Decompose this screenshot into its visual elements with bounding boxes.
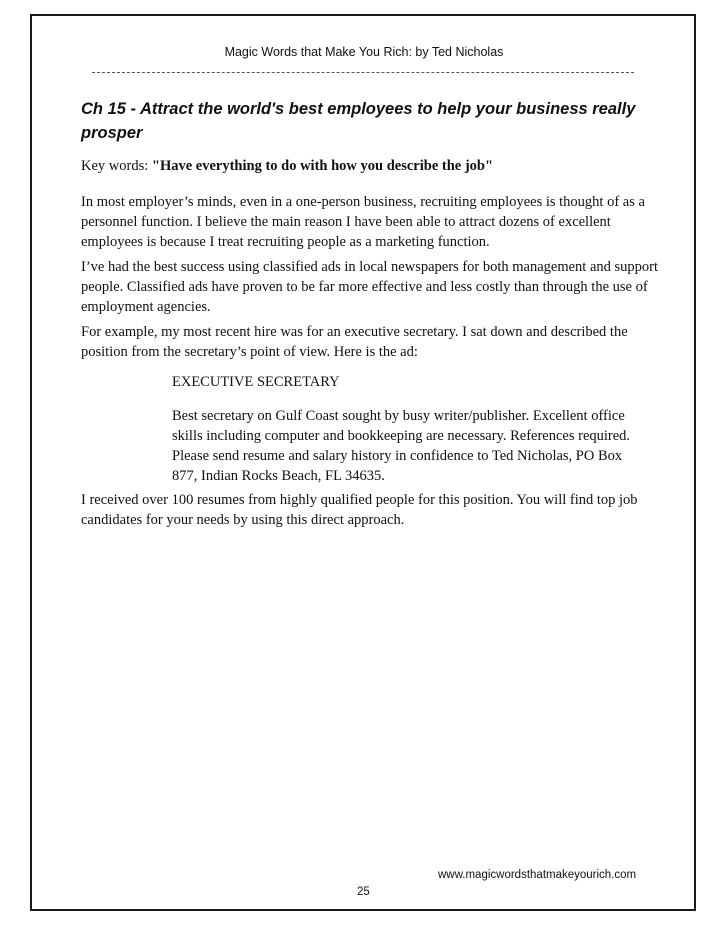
key-words-label: Key words: [81, 158, 152, 174]
ad-body: Best secretary on Gulf Coast sought by busy writer/publisher. Excellent office skills including computer and bookkeeping are necessary. References required. Please send resume and salary history in confidence to Ted Nicholas, PO Box 877, Indian Rocks Beach, FL 34635. [172, 408, 631, 484]
header-divider [92, 72, 634, 73]
key-words-line [81, 156, 661, 176]
footer-website-url: www.magicwordsthatmakeyourich.com [438, 869, 637, 881]
paragraph-recruiting: In most employer’s minds, even in a one-person business, recruiting employees is thought of as a personnel function. I believe the main reason I have been able to attract dozens of excellent employees is because I treat recruiting people as a marketing function. [81, 194, 645, 250]
paragraph-classified-ads: I’ve had the best success using classified ads in local newspapers for both management and support people. Classified ads have proven to be far more effective and less costly than through the use of employment agencies. [81, 259, 659, 315]
page-number: 25 [357, 886, 370, 898]
ad-title: EXECUTIVE SECRETARY [172, 374, 340, 390]
paragraph-results: I received over 100 resumes from highly qualified people for this position. You will find top job candidates for your needs by using this direct approach. [81, 492, 638, 528]
key-words-quote: "Have everything to do with how you describe the job" [151, 158, 494, 174]
running-header: Magic Words that Make You Rich: by Ted Nicholas [224, 45, 504, 59]
chapter-title: Ch 15 - Attract the world's best employees to help your business really prosper [81, 100, 636, 142]
paragraph-example: For example, my most recent hire was for an executive secretary. I sat down and described the position from the secretary’s point of view. Here is the ad: [81, 324, 628, 360]
